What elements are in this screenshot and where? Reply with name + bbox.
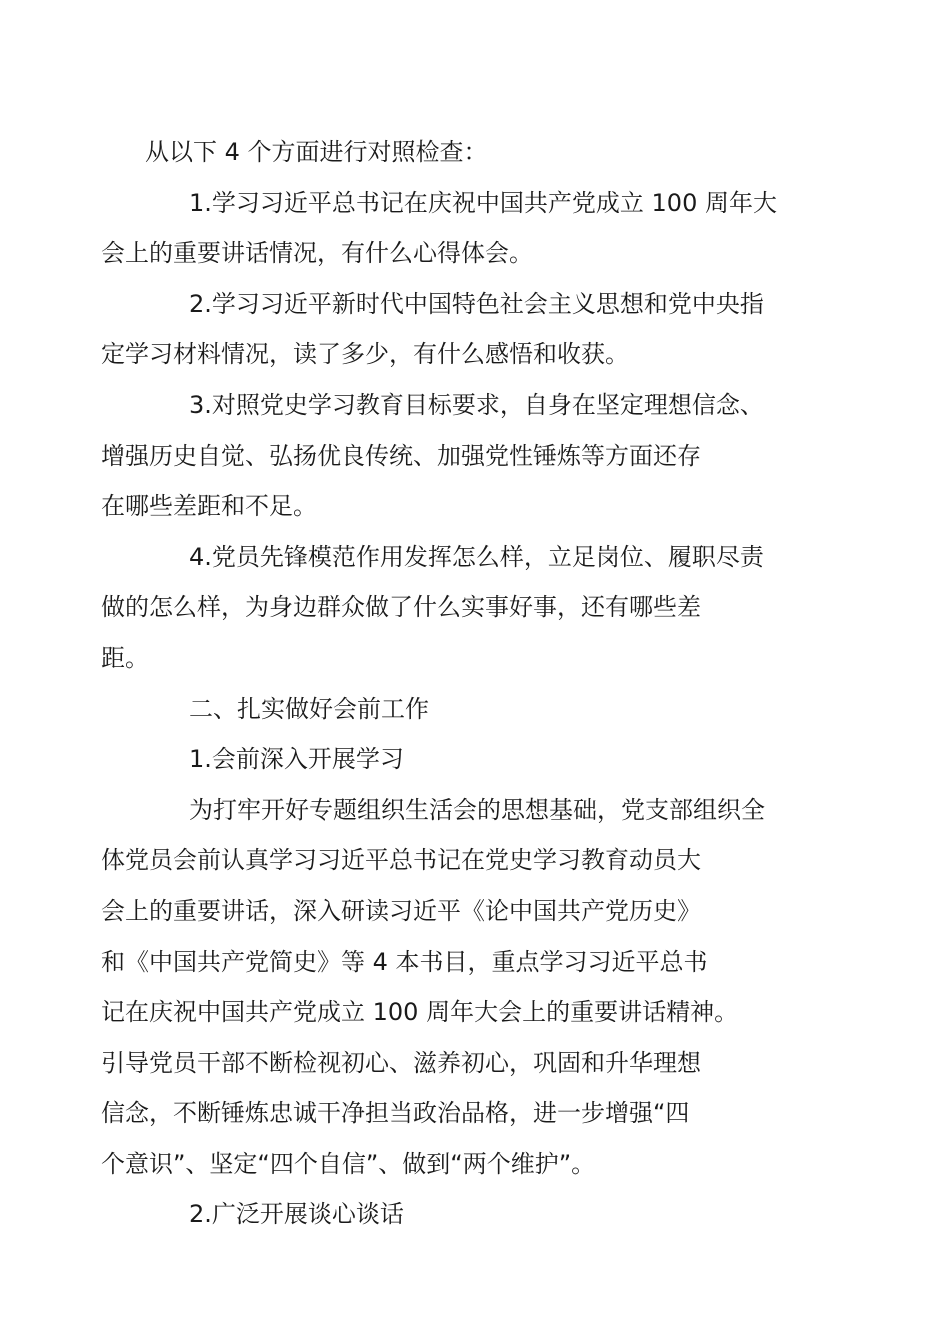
text-line: 增强历史自觉、弘扬优良传统、加强党性锤炼等方面还存 [101,441,701,470]
paragraph-item-4 [101,532,815,684]
section-heading [145,684,815,735]
text-line: 引导党员干部不断检视初心、滋养初心，巩固和升华理想 [101,1048,701,1077]
text-line: 3.对照党史学习教育目标要求，自身在坚定理想信念、 [189,390,764,419]
text-line: 和《中国共产党简史》等 4 本书目，重点学习习近平总书 [101,947,708,976]
text-line: 会上的重要讲话情况，有什么心得体会。 [101,239,533,268]
text-line: 2.学习习近平新时代中国特色社会主义思想和党中央指 [189,289,764,318]
text-line: 定学习材料情况，读了多少，有什么感悟和收获。 [101,340,629,369]
paragraph-item-2 [101,279,815,380]
text-line: 1.学习习近平总书记在庆祝中国共产党成立 100 周年大 [189,188,777,217]
text-line: 1.会前深入开展学习 [189,745,404,774]
text-line: 为打牢开好专题组织生活会的思想基础，党支部组织全 [189,795,765,824]
document-body [101,127,815,1240]
text-line: 距。 [101,643,149,672]
text-line: 做的怎么样，为身边群众做了什么实事好事，还有哪些差 [101,593,701,622]
subsection-heading-1 [145,734,815,785]
paragraph-item-3 [101,380,815,532]
text-line: 体党员会前认真学习习近平总书记在党史学习教育动员大 [101,846,701,875]
text-line: 记在庆祝中国共产党成立 100 周年大会上的重要讲话精神。 [101,998,739,1027]
text-line: 2.广泛开展谈心谈话 [189,1200,404,1229]
text-line: 4.党员先锋模范作用发挥怎么样，立足岗位、履职尽责 [189,542,764,571]
paragraph-item-1 [101,178,815,279]
text-line: 从以下 4 个方面进行对照检查： [145,138,488,166]
paragraph-study [101,785,815,1190]
text-line: 信念，不断锤炼忠诚干净担当政治品格，进一步增强“四 [101,1099,690,1128]
text-line: 会上的重要讲话，深入研读习近平《论中国共产党历史》 [101,896,701,925]
subsection-heading-2 [145,1189,815,1240]
text-line: 在哪些差距和不足。 [101,492,317,521]
paragraph-intro [145,127,815,178]
text-line: 二、扎实做好会前工作 [189,694,429,723]
text-line: 个意识”、坚定“四个自信”、做到“两个维护”。 [101,1149,596,1178]
